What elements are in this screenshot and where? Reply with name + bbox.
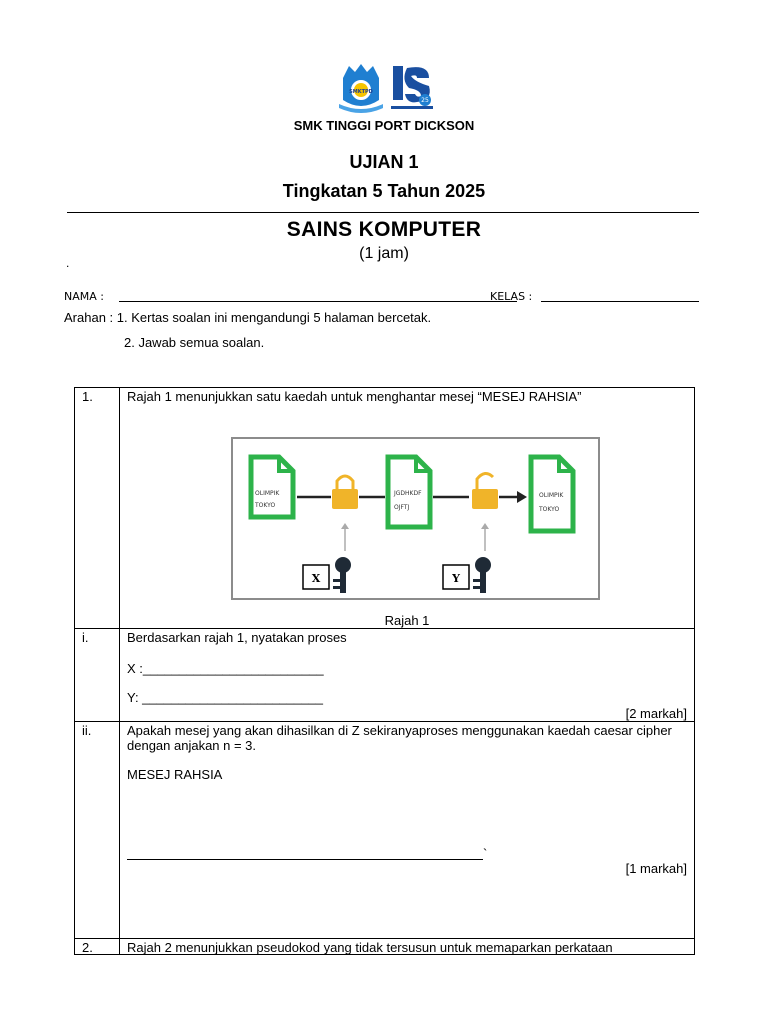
figure-caption: Rajah 1 bbox=[384, 613, 430, 628]
class-field[interactable] bbox=[541, 301, 699, 302]
lock-open-icon bbox=[472, 473, 498, 509]
arrow-head-icon bbox=[517, 491, 527, 503]
question-1i-body bbox=[120, 629, 695, 722]
exam-title: UJIAN 1 bbox=[349, 152, 419, 172]
answer-line[interactable] bbox=[127, 859, 483, 860]
class-label: KELAS : bbox=[490, 290, 533, 303]
stray-mark: ` bbox=[483, 846, 488, 861]
exam-level: Tingkatan 5 Tahun 2025 bbox=[282, 181, 486, 201]
svg-text:SMKTPD: SMKTPD bbox=[349, 89, 373, 95]
question-1ii-text: Apakah mesej yang akan dihasilkan di Z sekiranyaproses menggunakan kaedah caesar cipher dengan anjakan n = 3. bbox=[127, 723, 672, 753]
question-2-text: Rajah 2 menunjukkan pseudokod yang tidak tersusun untuk memaparkan perkataan bbox=[127, 940, 613, 954]
question-2-row bbox=[75, 939, 695, 955]
question-2-body bbox=[120, 939, 695, 955]
key-y-icon bbox=[473, 557, 491, 593]
question-1-row bbox=[75, 388, 695, 629]
svg-text:TOKYO: TOKYO bbox=[255, 502, 276, 509]
encryption-flow-svg bbox=[233, 439, 598, 598]
svg-text:OJFTJ: OJFTJ bbox=[394, 504, 410, 511]
svg-text:25: 25 bbox=[421, 97, 429, 104]
instruction-1: Arahan : 1. Kertas soalan ini mengandungi 5 halaman bercetak. bbox=[64, 310, 432, 325]
svg-text:OLIMPIK: OLIMPIK bbox=[255, 490, 280, 497]
question-number: 2. bbox=[75, 939, 120, 955]
svg-text:TOKYO: TOKYO bbox=[539, 506, 560, 513]
header-divider bbox=[67, 212, 699, 213]
instruction-2: 2. Jawab semua soalan. bbox=[124, 335, 265, 350]
student-fields bbox=[64, 288, 700, 306]
answer-x-line[interactable]: X :_________________________ bbox=[127, 661, 324, 676]
ciphertext-document-icon bbox=[388, 457, 430, 527]
question-1i-text: Berdasarkan rajah 1, nyatakan proses bbox=[127, 630, 347, 645]
answer-y-line[interactable]: Y: _________________________ bbox=[127, 690, 323, 705]
svg-text:OLIMPIK: OLIMPIK bbox=[539, 492, 564, 499]
plaintext-message: MESEJ RAHSIA bbox=[127, 767, 223, 782]
school-crest-icon bbox=[337, 60, 437, 114]
subject-title: SAINS KOMPUTER bbox=[286, 218, 482, 241]
decrypted-document-icon bbox=[531, 457, 573, 531]
lock-closed-icon bbox=[332, 476, 358, 509]
exam-duration: (1 jam) bbox=[359, 245, 409, 262]
question-number: ii. bbox=[75, 722, 120, 939]
name-field[interactable] bbox=[119, 301, 517, 302]
question-number: 1. bbox=[75, 388, 120, 629]
plaintext-document-icon bbox=[251, 457, 293, 517]
svg-text:Y: Y bbox=[452, 572, 460, 585]
question-1ii-body bbox=[120, 722, 695, 939]
encryption-diagram bbox=[231, 437, 600, 600]
svg-text:X: X bbox=[311, 572, 321, 585]
svg-text:JGDHKDF: JGDHKDF bbox=[394, 490, 422, 497]
mark-allocation: [1 markah] bbox=[625, 861, 687, 876]
key-x-icon bbox=[333, 557, 351, 593]
question-table bbox=[74, 387, 695, 955]
school-logos bbox=[337, 60, 437, 114]
question-1-body bbox=[120, 388, 695, 629]
question-1ii-row bbox=[75, 722, 695, 939]
question-number: i. bbox=[75, 629, 120, 722]
school-name: SMK TINGGI PORT DICKSON bbox=[293, 118, 475, 133]
question-1i-row bbox=[75, 629, 695, 722]
question-1-text: Rajah 1 menunjukkan satu kaedah untuk menghantar mesej “MESEJ RAHSIA” bbox=[127, 389, 582, 404]
stray-dot: . bbox=[66, 256, 70, 270]
mark-allocation: [2 markah] bbox=[625, 706, 687, 721]
name-label: NAMA : bbox=[64, 290, 104, 303]
